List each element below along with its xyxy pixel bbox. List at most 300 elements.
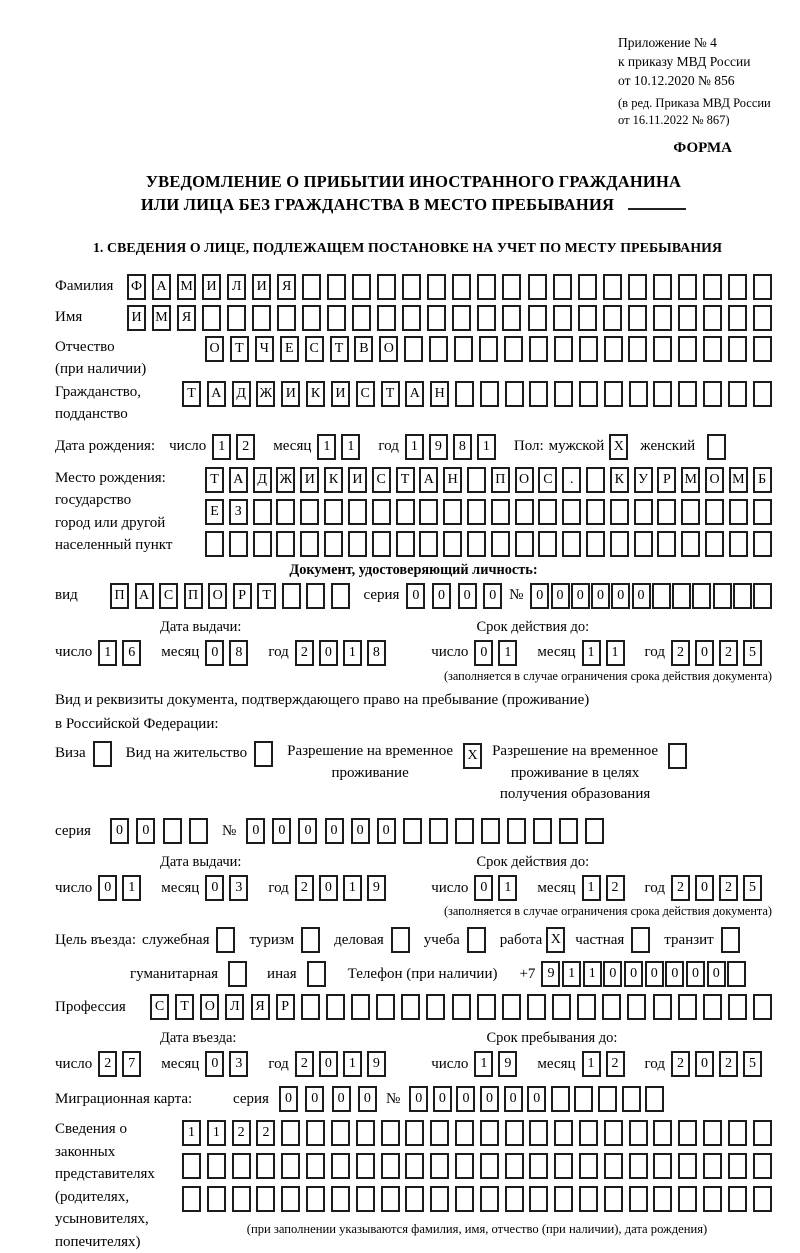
char-cell[interactable] [579,1186,598,1212]
char-cell[interactable] [753,1186,772,1212]
char-cell[interactable] [207,1153,226,1179]
char-cell[interactable]: И [331,381,350,407]
char-cell[interactable] [753,305,772,331]
char-cell[interactable] [728,1153,747,1179]
char-cell[interactable] [629,1120,648,1146]
char-cell[interactable] [604,381,623,407]
char-cell[interactable]: О [705,467,724,493]
char-cell[interactable] [372,531,391,557]
study-checkbox[interactable] [467,927,486,953]
char-cell[interactable] [276,531,295,557]
char-cell[interactable]: 0 [456,1086,475,1112]
migration-number-cells[interactable] [409,1086,664,1112]
char-cell[interactable]: 2 [719,1051,738,1077]
char-cell[interactable]: 2 [606,875,625,901]
char-cell[interactable] [480,1153,499,1179]
char-cell[interactable]: Е [280,336,299,362]
char-cell[interactable] [324,531,343,557]
char-cell[interactable]: Т [381,381,400,407]
char-cell[interactable]: 2 [295,875,314,901]
char-cell[interactable]: С [372,467,391,493]
char-cell[interactable]: Я [251,994,270,1020]
char-cell[interactable] [585,818,604,844]
char-cell[interactable]: А [207,381,226,407]
char-cell[interactable] [603,305,622,331]
migration-series-cells[interactable] [279,1086,377,1112]
char-cell[interactable] [331,583,350,609]
char-cell[interactable] [729,531,748,557]
char-cell[interactable]: 1 [122,875,141,901]
identity-number-cells[interactable] [530,583,772,609]
char-cell[interactable] [728,994,747,1020]
char-cell[interactable] [554,1153,573,1179]
char-cell[interactable] [554,1186,573,1212]
char-cell[interactable] [352,274,371,300]
char-cell[interactable]: П [110,583,129,609]
char-cell[interactable] [281,1120,300,1146]
char-cell[interactable]: Ж [256,381,275,407]
char-cell[interactable] [610,531,629,557]
char-cell[interactable] [562,499,581,525]
char-cell[interactable] [703,1153,722,1179]
char-cell[interactable]: 0 [272,818,291,844]
char-cell[interactable] [753,381,772,407]
char-cell[interactable]: 0 [686,961,705,987]
char-cell[interactable] [574,1086,593,1112]
char-cell[interactable] [327,305,346,331]
char-cell[interactable] [430,1186,449,1212]
char-cell[interactable]: М [177,274,196,300]
char-cell[interactable] [529,1120,548,1146]
char-cell[interactable] [538,531,557,557]
profession-cells[interactable] [150,994,772,1020]
char-cell[interactable]: Б [753,467,772,493]
char-cell[interactable] [205,531,224,557]
identity-valid-day[interactable] [474,640,517,666]
char-cell[interactable] [728,336,747,362]
char-cell[interactable] [678,336,697,362]
char-cell[interactable]: К [324,467,343,493]
char-cell[interactable] [657,531,676,557]
birth-year-cells[interactable] [405,434,496,460]
char-cell[interactable] [753,274,772,300]
char-cell[interactable]: Л [225,994,244,1020]
birth-day-cells[interactable] [212,434,255,460]
entry-year[interactable] [295,1051,386,1077]
char-cell[interactable] [610,499,629,525]
char-cell[interactable]: 2 [256,1120,275,1146]
char-cell[interactable]: Ф [127,274,146,300]
char-cell[interactable] [602,994,621,1020]
char-cell[interactable]: 0 [305,1086,324,1112]
char-cell[interactable] [356,1120,375,1146]
char-cell[interactable] [207,1186,226,1212]
char-cell[interactable]: А [135,583,154,609]
char-cell[interactable] [403,818,422,844]
char-cell[interactable] [578,305,597,331]
patronymic-cells[interactable] [205,336,772,362]
char-cell[interactable] [376,994,395,1020]
char-cell[interactable] [753,583,772,609]
char-cell[interactable]: 7 [122,1051,141,1077]
char-cell[interactable] [405,1153,424,1179]
char-cell[interactable]: 0 [480,1086,499,1112]
given-name-cells[interactable] [127,305,772,331]
char-cell[interactable] [753,1120,772,1146]
char-cell[interactable] [277,305,296,331]
char-cell[interactable]: 0 [665,961,684,987]
char-cell[interactable] [377,274,396,300]
char-cell[interactable]: 0 [530,583,549,609]
char-cell[interactable] [562,531,581,557]
char-cell[interactable] [381,1153,400,1179]
char-cell[interactable]: 2 [236,434,255,460]
char-cell[interactable]: Ж [276,467,295,493]
representatives-row-2[interactable] [182,1153,772,1179]
char-cell[interactable]: 0 [110,818,129,844]
char-cell[interactable]: 2 [719,875,738,901]
char-cell[interactable]: 3 [229,875,248,901]
char-cell[interactable]: 2 [295,640,314,666]
humanitarian-checkbox[interactable] [228,961,247,987]
char-cell[interactable]: А [229,467,248,493]
char-cell[interactable] [351,994,370,1020]
char-cell[interactable]: С [356,381,375,407]
char-cell[interactable]: Т [205,467,224,493]
char-cell[interactable] [515,531,534,557]
char-cell[interactable] [467,499,486,525]
char-cell[interactable] [281,1186,300,1212]
char-cell[interactable] [579,381,598,407]
char-cell[interactable] [327,274,346,300]
char-cell[interactable] [430,1153,449,1179]
business-checkbox[interactable] [391,927,410,953]
identity-issue-year[interactable] [295,640,386,666]
char-cell[interactable]: С [159,583,178,609]
char-cell[interactable] [586,499,605,525]
surname-cells[interactable] [127,274,772,300]
char-cell[interactable]: 0 [433,1086,452,1112]
char-cell[interactable] [232,1153,251,1179]
char-cell[interactable] [538,499,557,525]
char-cell[interactable] [401,994,420,1020]
char-cell[interactable]: 1 [343,875,362,901]
citizenship-cells[interactable] [182,381,772,407]
representatives-row-1[interactable] [182,1120,772,1146]
char-cell[interactable] [452,994,471,1020]
char-cell[interactable]: 1 [606,640,625,666]
char-cell[interactable] [604,1120,623,1146]
char-cell[interactable] [629,1186,648,1212]
char-cell[interactable] [629,381,648,407]
char-cell[interactable]: 9 [541,961,560,987]
birth-place-row-3[interactable] [205,531,772,557]
char-cell[interactable] [579,1153,598,1179]
stay-valid-day[interactable] [474,875,517,901]
char-cell[interactable]: 2 [232,1120,251,1146]
char-cell[interactable] [302,274,321,300]
char-cell[interactable]: В [354,336,373,362]
char-cell[interactable]: Н [430,381,449,407]
identity-issue-month[interactable] [205,640,248,666]
char-cell[interactable] [586,467,605,493]
char-cell[interactable]: Т [257,583,276,609]
char-cell[interactable] [252,305,271,331]
char-cell[interactable]: Т [175,994,194,1020]
char-cell[interactable]: О [205,336,224,362]
char-cell[interactable]: 0 [319,640,338,666]
char-cell[interactable] [505,381,524,407]
char-cell[interactable] [505,1186,524,1212]
char-cell[interactable] [728,305,747,331]
char-cell[interactable]: 8 [229,640,248,666]
char-cell[interactable] [479,336,498,362]
char-cell[interactable] [622,1086,641,1112]
char-cell[interactable] [727,961,746,987]
char-cell[interactable]: 0 [645,961,664,987]
char-cell[interactable] [586,531,605,557]
char-cell[interactable]: 0 [409,1086,428,1112]
char-cell[interactable] [348,499,367,525]
char-cell[interactable] [306,583,325,609]
char-cell[interactable]: 5 [743,1051,762,1077]
work-checkbox[interactable]: X [546,927,565,953]
char-cell[interactable] [402,274,421,300]
char-cell[interactable] [427,274,446,300]
char-cell[interactable] [430,1120,449,1146]
char-cell[interactable] [604,336,623,362]
char-cell[interactable] [256,1153,275,1179]
char-cell[interactable]: 0 [358,1086,377,1112]
char-cell[interactable]: 1 [474,1051,493,1077]
char-cell[interactable] [559,818,578,844]
char-cell[interactable]: 0 [695,640,714,666]
char-cell[interactable] [528,305,547,331]
char-cell[interactable] [628,305,647,331]
char-cell[interactable]: Е [205,499,224,525]
char-cell[interactable] [653,1120,672,1146]
char-cell[interactable] [705,499,724,525]
temp-permit-checkbox[interactable]: X [463,743,482,769]
char-cell[interactable] [733,583,752,609]
char-cell[interactable]: 0 [571,583,590,609]
char-cell[interactable] [404,336,423,362]
char-cell[interactable] [455,818,474,844]
char-cell[interactable] [300,531,319,557]
char-cell[interactable] [502,274,521,300]
char-cell[interactable] [703,1186,722,1212]
stay-valid-year[interactable] [671,875,762,901]
phone-cells[interactable] [541,961,746,987]
char-cell[interactable] [419,531,438,557]
char-cell[interactable]: П [491,467,510,493]
char-cell[interactable]: А [152,274,171,300]
char-cell[interactable]: 9 [429,434,448,460]
char-cell[interactable]: 1 [212,434,231,460]
char-cell[interactable] [505,1120,524,1146]
char-cell[interactable]: 9 [367,1051,386,1077]
char-cell[interactable] [491,531,510,557]
char-cell[interactable]: З [229,499,248,525]
char-cell[interactable]: 2 [98,1051,117,1077]
char-cell[interactable] [653,1186,672,1212]
char-cell[interactable]: 0 [205,1051,224,1077]
temp-permit-edu-checkbox[interactable] [668,743,687,769]
char-cell[interactable]: Ч [255,336,274,362]
char-cell[interactable]: 0 [319,1051,338,1077]
visa-checkbox[interactable] [93,741,112,767]
char-cell[interactable]: И [202,274,221,300]
char-cell[interactable] [678,274,697,300]
char-cell[interactable] [256,1186,275,1212]
char-cell[interactable] [232,1186,251,1212]
until-year[interactable] [671,1051,762,1077]
char-cell[interactable] [455,1153,474,1179]
char-cell[interactable]: А [405,381,424,407]
identity-series-cells[interactable] [406,583,502,609]
char-cell[interactable] [653,305,672,331]
char-cell[interactable] [598,1086,617,1112]
char-cell[interactable]: 8 [367,640,386,666]
char-cell[interactable]: 0 [298,818,317,844]
char-cell[interactable] [348,531,367,557]
char-cell[interactable]: 2 [295,1051,314,1077]
stay-series-cells[interactable] [110,818,208,844]
char-cell[interactable] [502,305,521,331]
char-cell[interactable]: С [305,336,324,362]
char-cell[interactable] [653,994,672,1020]
stay-number-cells[interactable] [246,818,604,844]
char-cell[interactable] [504,336,523,362]
char-cell[interactable] [713,583,732,609]
char-cell[interactable] [628,336,647,362]
char-cell[interactable] [579,1120,598,1146]
char-cell[interactable]: 1 [477,434,496,460]
char-cell[interactable]: 0 [246,818,265,844]
char-cell[interactable] [302,305,321,331]
char-cell[interactable] [577,994,596,1020]
char-cell[interactable]: 2 [671,640,690,666]
char-cell[interactable]: 0 [707,961,726,987]
identity-kind-cells[interactable] [110,583,350,609]
char-cell[interactable]: 1 [182,1120,201,1146]
sex-female-checkbox[interactable] [707,434,726,460]
char-cell[interactable] [502,994,521,1020]
char-cell[interactable] [427,305,446,331]
char-cell[interactable]: 0 [695,875,714,901]
char-cell[interactable]: 1 [498,875,517,901]
char-cell[interactable] [356,1186,375,1212]
char-cell[interactable]: О [200,994,219,1020]
char-cell[interactable]: 5 [743,875,762,901]
char-cell[interactable] [306,1120,325,1146]
char-cell[interactable]: 0 [603,961,622,987]
char-cell[interactable]: 0 [279,1086,298,1112]
char-cell[interactable] [692,583,711,609]
char-cell[interactable]: С [150,994,169,1020]
char-cell[interactable]: 1 [562,961,581,987]
char-cell[interactable] [326,994,345,1020]
char-cell[interactable] [705,531,724,557]
char-cell[interactable] [331,1120,350,1146]
stay-issue-day[interactable] [98,875,141,901]
char-cell[interactable]: 1 [583,961,602,987]
char-cell[interactable] [678,994,697,1020]
char-cell[interactable] [529,1186,548,1212]
char-cell[interactable] [703,1120,722,1146]
char-cell[interactable] [491,499,510,525]
char-cell[interactable] [480,1120,499,1146]
char-cell[interactable]: 2 [719,640,738,666]
char-cell[interactable] [703,381,722,407]
char-cell[interactable] [282,583,301,609]
char-cell[interactable] [182,1186,201,1212]
char-cell[interactable]: 0 [483,583,502,609]
char-cell[interactable] [306,1153,325,1179]
char-cell[interactable] [202,305,221,331]
char-cell[interactable] [455,381,474,407]
char-cell[interactable] [753,994,772,1020]
char-cell[interactable]: 0 [551,583,570,609]
char-cell[interactable] [429,818,448,844]
char-cell[interactable] [515,499,534,525]
char-cell[interactable]: С [538,467,557,493]
char-cell[interactable]: 6 [122,640,141,666]
char-cell[interactable]: Д [232,381,251,407]
char-cell[interactable]: 0 [351,818,370,844]
char-cell[interactable] [467,467,486,493]
char-cell[interactable] [627,994,646,1020]
char-cell[interactable]: М [152,305,171,331]
until-month[interactable] [582,1051,625,1077]
char-cell[interactable] [578,274,597,300]
char-cell[interactable]: 0 [458,583,477,609]
char-cell[interactable] [551,1086,570,1112]
char-cell[interactable] [681,531,700,557]
char-cell[interactable]: И [252,274,271,300]
sex-male-checkbox[interactable]: X [609,434,628,460]
char-cell[interactable]: Л [227,274,246,300]
char-cell[interactable]: К [306,381,325,407]
char-cell[interactable] [505,1153,524,1179]
char-cell[interactable] [324,499,343,525]
char-cell[interactable] [454,336,473,362]
char-cell[interactable]: 1 [207,1120,226,1146]
char-cell[interactable]: Н [443,467,462,493]
representatives-row-3[interactable] [182,1186,772,1212]
char-cell[interactable] [653,381,672,407]
char-cell[interactable]: 1 [582,640,601,666]
char-cell[interactable]: 0 [527,1086,546,1112]
char-cell[interactable]: А [419,467,438,493]
char-cell[interactable] [480,381,499,407]
char-cell[interactable] [477,274,496,300]
identity-valid-month[interactable] [582,640,625,666]
char-cell[interactable] [276,499,295,525]
char-cell[interactable]: О [379,336,398,362]
char-cell[interactable]: И [127,305,146,331]
char-cell[interactable] [331,1186,350,1212]
char-cell[interactable]: . [562,467,581,493]
entry-month[interactable] [205,1051,248,1077]
char-cell[interactable]: О [515,467,534,493]
char-cell[interactable] [529,336,548,362]
char-cell[interactable] [306,1186,325,1212]
char-cell[interactable]: 0 [474,875,493,901]
stay-issue-year[interactable] [295,875,386,901]
char-cell[interactable]: 0 [377,818,396,844]
char-cell[interactable] [678,305,697,331]
